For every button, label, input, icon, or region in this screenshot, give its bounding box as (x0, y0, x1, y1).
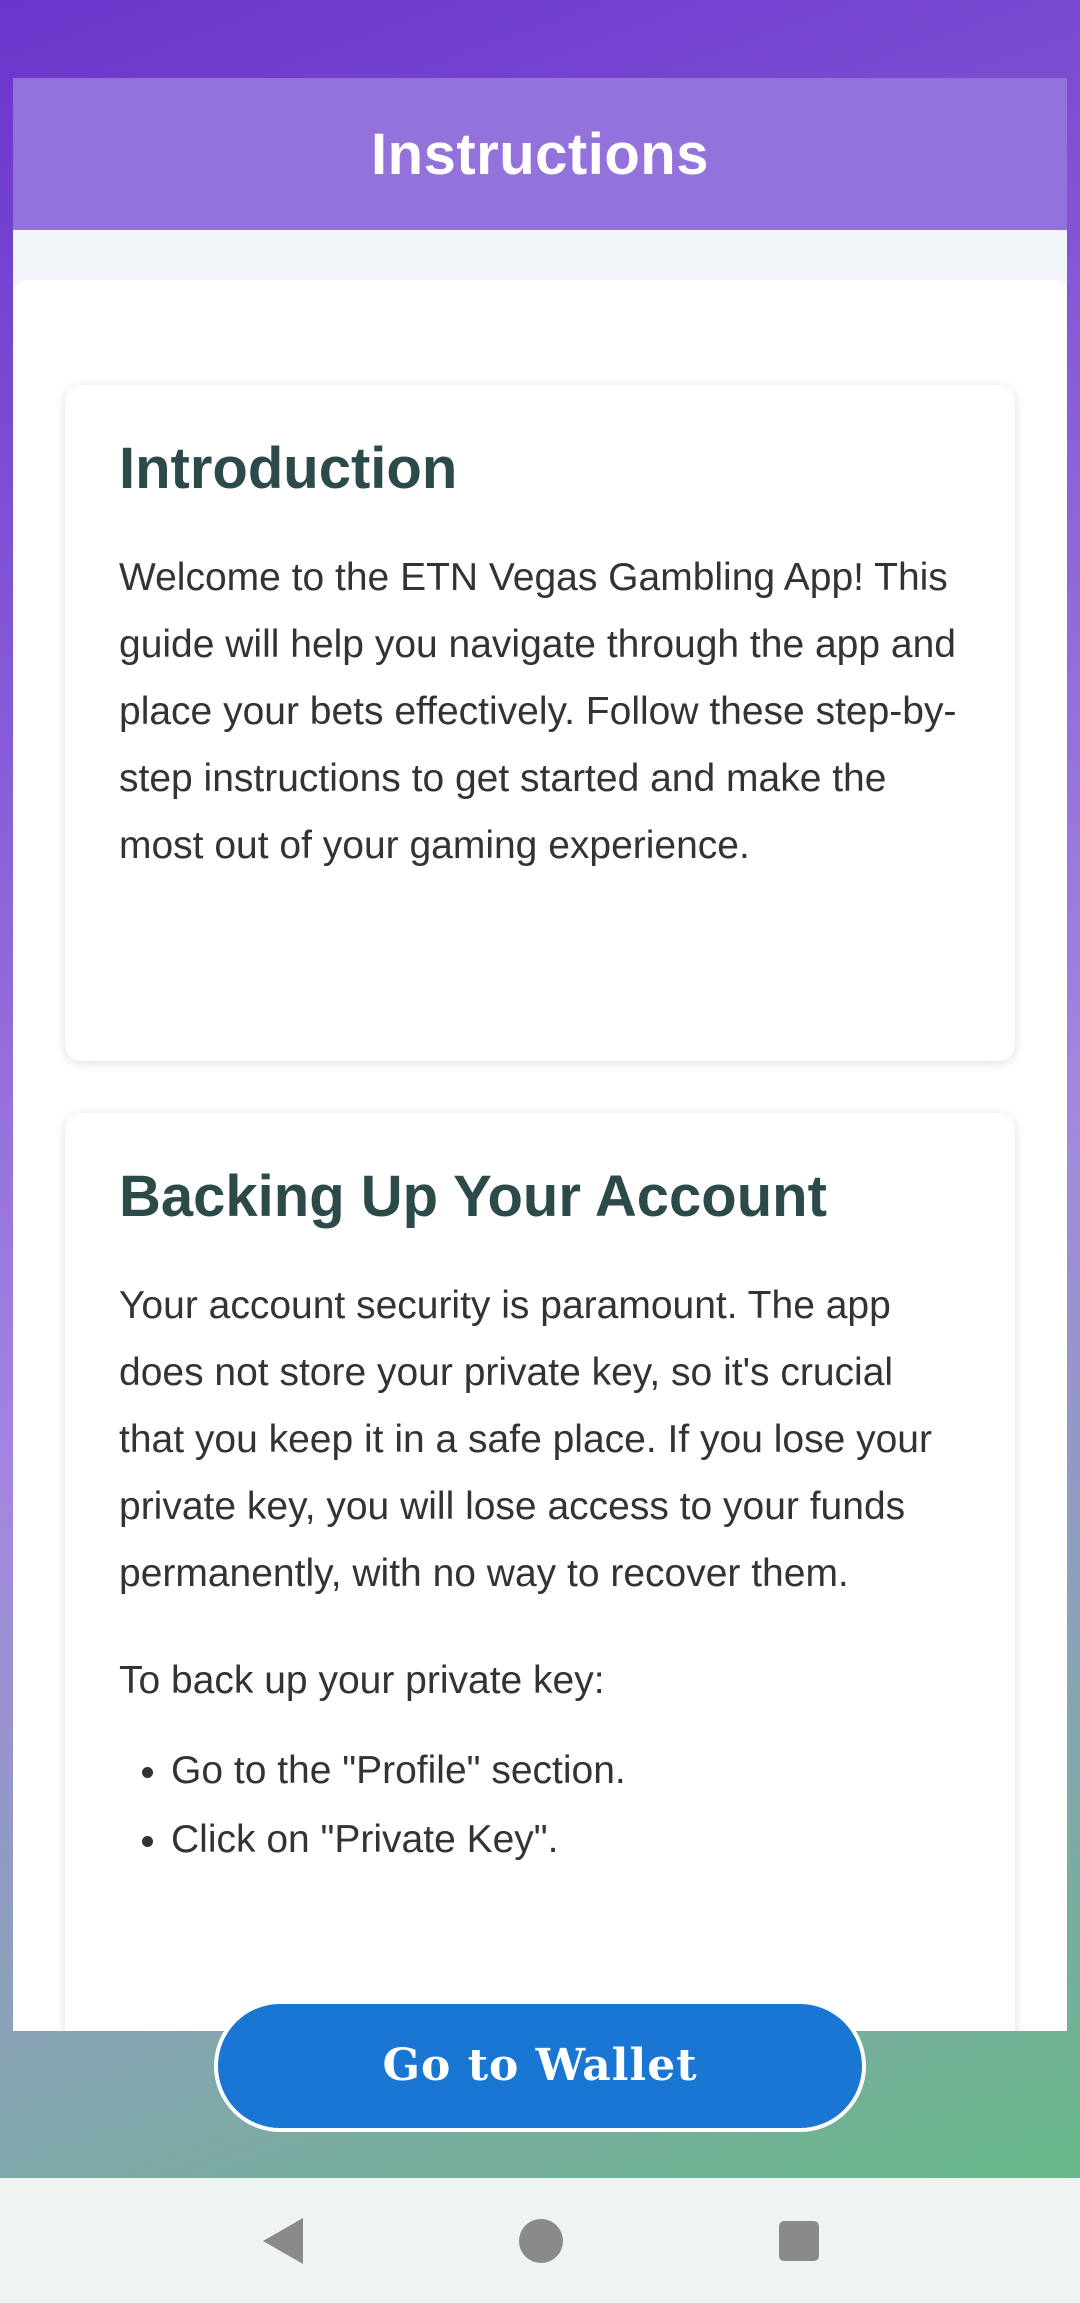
system-navigation-bar (0, 2178, 1080, 2303)
list-item: • Go to the "Profile" section. (171, 1736, 961, 1805)
section-paragraph: Welcome to the ETN Vegas Gambling App! This guide will help you navigate through the app and place your bets effectively. Follow these step-by-step instructions to get started and make the most out of your gaming experience. (119, 556, 957, 867)
section-paragraph: Your account security is paramount. The app does not store your private key, so it's crucial that you keep it in a safe place. If you lose your private key, you will lose access to your funds permanently, with no way to recover them. (119, 1284, 932, 1595)
app-window (13, 78, 1067, 2178)
scroll-area[interactable] (13, 230, 1067, 2031)
section-heading: Introduction (119, 436, 458, 501)
page-title: Instructions (371, 121, 709, 187)
header-bar (13, 78, 1067, 230)
go-to-wallet-button[interactable]: Go to Wallet (214, 2000, 866, 2132)
section-card-introduction (65, 385, 1015, 1061)
list-item: • Click on "Private Key". (171, 1805, 961, 1874)
section-card-backup (65, 1113, 1015, 2031)
section-paragraph: To back up your private key: (119, 1659, 605, 1702)
home-button[interactable] (481, 2178, 601, 2303)
section-heading: Backing Up Your Account (119, 1164, 827, 1229)
bottom-action-bar (0, 1953, 1080, 2178)
back-icon (263, 2218, 303, 2264)
content-panel (13, 280, 1067, 2031)
recents-button[interactable] (739, 2178, 859, 2303)
recents-icon (779, 2221, 819, 2261)
steps-list (119, 1736, 961, 1874)
home-icon (519, 2219, 563, 2263)
back-button[interactable] (223, 2178, 343, 2303)
